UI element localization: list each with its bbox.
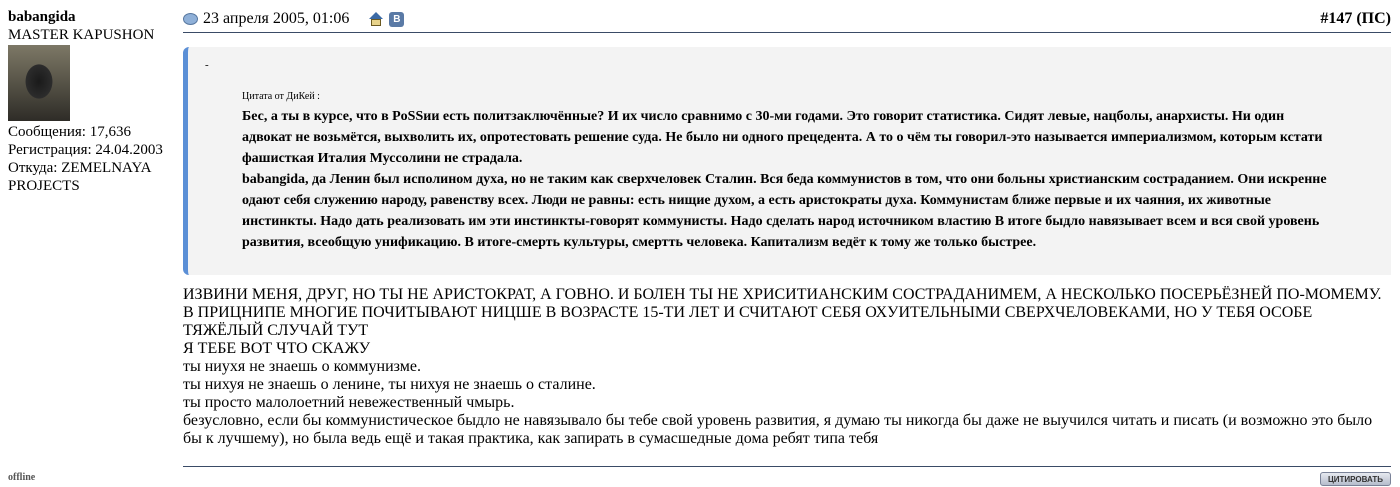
- post-number-suffix[interactable]: (ПС): [1356, 10, 1391, 27]
- avatar: [8, 45, 70, 121]
- quote-button[interactable]: ЦИТИРОВАТЬ: [1320, 472, 1391, 486]
- post-line: ИЗВИНИ МЕНЯ, ДРУГ, НО ТЫ НЕ АРИСТОКРАТ, А ГОВНО. И БОЛЕН ТЫ НЕ ХРИСИТИАНСКИМ СОСТРАДАНИМЕМ, А НЕСКОЛЬКО ПОСЕРЬЁЗНЕЙ ПО-МОМЕМУ.: [183, 286, 1382, 303]
- post-line: В ПРИЦНИПЕ МНОГИЕ ПОЧИТЫВАЮТ НИЦШЕ В ВОЗРАСТЕ 15-ТИ ЛЕТ И СЧИТАЮТ СЕБЯ ОХУИТЕЛЬНЫМИ СВЕРХЧЕЛОВЕКАМИ, НО У ТЕБЯ ОСОБЕ ТЯЖЁЛЫЙ СЛУЧАЙ ТУТ: [183, 304, 1313, 339]
- post-line: безусловно, если бы коммунистическое быдло не навязывало бы тебе свой уровень развития, я думаю ты никогда бы даже не выучился читать и писать (и возможно это было бы к лучшему), но была ведь ещё и такая практика, как запирать в сумасшедные дома ребят типа тебя: [183, 412, 1373, 447]
- vk-icon[interactable]: В: [389, 12, 404, 27]
- message-icon: [183, 13, 198, 25]
- quote-box: [183, 47, 1391, 275]
- status-offline: offline: [8, 472, 36, 483]
- post-number[interactable]: #147: [1320, 10, 1353, 27]
- post-date: 23 апреля 2005, 01:06: [203, 10, 350, 27]
- post-number-wrap: [1320, 10, 1391, 28]
- post-line: ты ниухя не знаешь о коммунизме.: [183, 358, 421, 375]
- quote-text-1: Бес, а ты в курсе, что в PoSSии есть политзаключённые? И их число сравнимо с 30-ми годами. Это говорит статистика. Сидят левые, нацболы, анархисты. Ни один адвокат не возьмётся, выхволить их, опротестовать решение суда. Не было ни одного прецедента. А то о чём ты говорил-это называется империализмом, которым кстати фашисткая Италия Муссолини не страдала.: [242, 109, 1323, 166]
- user-location: Откуда: ZEMELNAYA PROJECTS: [8, 160, 151, 194]
- post-line: ты нихуя не знаешь о ленине, ты нихуя не знаешь о сталине.: [183, 376, 596, 393]
- quote-author: Цитата от ДиКей :: [242, 91, 320, 102]
- post-line: ты просто малолоетний невежественный чмырь.: [183, 394, 515, 411]
- post-line: Я ТЕБЕ ВОТ ЧТО СКАЖУ: [183, 340, 371, 357]
- user-title: MASTER KAPUSHON: [8, 27, 155, 43]
- username[interactable]: babangida: [8, 9, 76, 25]
- post-divider: [183, 466, 1391, 467]
- quote-dash: -: [205, 59, 209, 71]
- user-post-count: Сообщения: 17,636: [8, 124, 131, 140]
- home-icon[interactable]: [369, 12, 383, 26]
- post-header: [183, 8, 1391, 33]
- quote-text-2: babangida, да Ленин был исполином духа, но не таким как сверхчеловек Сталин. Вся беда коммунистов в том, что они больны христианским состраданием. Они искренне одают себя служению народу, равенству всех. Люди не равны: есть нищие духом, а есть аристократы духа. Коммунистам ближе первые и их чаяния, их животные инстинкты. Надо дать реализовать им эти инстинкты-говорят коммунисты. Надо сделать народ источником властию В итоге быдло навязывает всем и вся свой уровень развития, всеобщую унификацию. В итоге-смерть культуры, смертть человека. Капитализм ведёт к тому же только быстрее.: [242, 172, 1327, 250]
- user-registered: Регистрация: 24.04.2003: [8, 142, 163, 158]
- post-body: [183, 286, 1391, 448]
- user-info: [8, 8, 178, 195]
